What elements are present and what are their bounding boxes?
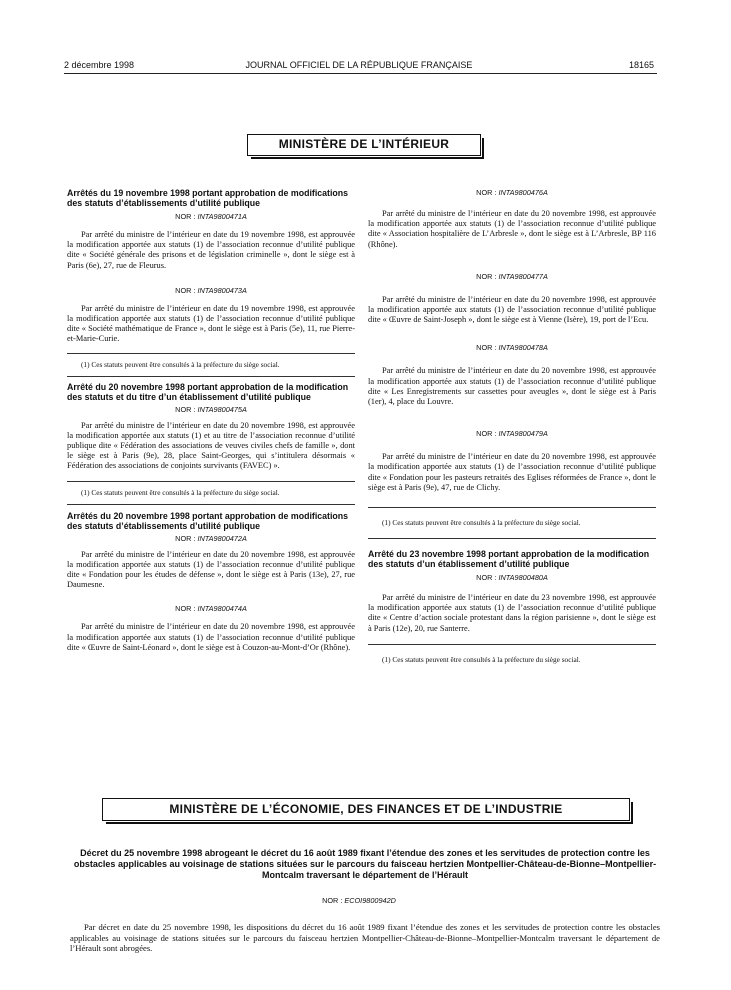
nor-reference [67, 212, 355, 222]
footnote: (1) Ces statuts peuvent être consultés à la préfecture du siège social. [81, 359, 280, 369]
block-title: Arrêté du 20 novembre 1998 portant approbation de la modification des statuts et du titre d’un établissement d’utilité publique [67, 381, 349, 402]
header-page-number: 18165 [628, 60, 654, 70]
nor-reference [368, 573, 656, 583]
nor-reference [64, 896, 654, 906]
nor-code: INTA9800476A [498, 188, 548, 197]
nor-reference [67, 534, 355, 544]
nor-label: NOR : [322, 896, 345, 905]
separator-rule [368, 538, 656, 539]
nor-label: NOR : [476, 429, 499, 439]
nor-code: INTA9800472A [197, 533, 247, 543]
decree-paragraph: Par arrêté du ministre de l’intérieur en date du 20 novembre 1998, est approuvée la modification apportée aux statuts (1) de l’association reconnue d’utilité publique dite « Association hospitalière de L’Arbresle », dont le siège est à L’Arbresle, BP 116 (Rhône). [368, 209, 656, 249]
decree-paragraph: Par arrêté du ministre de l’intérieur en date du 20 novembre 1998, est approuvée la modification apportée aux statuts (1) de l’association reconnue d’utilité publique dite « Œuvre de Saint-Léonard », dont le siège est à Couzon-au-Mont-d’Or (Rhône). [67, 622, 355, 652]
nor-label: NOR : [175, 404, 198, 414]
separator-rule [368, 507, 656, 508]
nor-label: NOR : [476, 573, 499, 583]
nor-label: NOR : [175, 212, 198, 221]
separator-rule [67, 481, 355, 482]
separator-rule [67, 376, 355, 377]
decree-paragraph: Par arrêté du ministre de l’intérieur en date du 20 novembre 1998, est approuvée la modification apportée aux statuts (1) de l’association reconnue d’utilité publique dite « Les Enregistrements sur cassettes pour aveugles », dont le siège est à Paris (1er), 4, place du Louvre. [368, 366, 656, 407]
section-title-economie: MINISTÈRE DE L’ÉCONOMIE, DES FINANCES ET DE L’INDUSTRIE [102, 798, 630, 821]
nor-reference [67, 604, 355, 614]
right-column [368, 188, 656, 665]
decree-paragraph: Par arrêté du ministre de l’intérieur en date du 23 novembre 1998, est approuvée la modification apportée aux statuts (1) de l’association reconnue d’utilité publique dite « Centre d’action sociale protestant dans la région parisienne », dont le siège est à Paris (12e), 20, rue Santerre. [368, 593, 656, 633]
nor-code: INTA9800474A [197, 604, 247, 614]
header-date: 2 décembre 1998 [64, 60, 135, 70]
nor-label: NOR : [175, 604, 198, 614]
footnote: (1) Ces statuts peuvent être consultés à la préfecture du siège social. [382, 518, 581, 528]
nor-code: INTA9800477A [498, 271, 548, 281]
header-journal-title: JOURNAL OFFICIEL DE LA RÉPUBLIQUE FRANÇAISE [245, 60, 473, 70]
decree-paragraph: Par arrêté du ministre de l’intérieur en date du 20 novembre 1998, est approuvée la modification apportée aux statuts (1) de l’association reconnue d’utilité publique dite « Œuvre de Saint-Joseph », dont le siège est à Vienne (Isère), 19, port de l’Ecu. [368, 294, 656, 325]
nor-label: NOR : [175, 285, 198, 295]
nor-reference [67, 286, 355, 296]
nor-reference [368, 272, 656, 282]
nor-code: INTA9800475A [197, 404, 247, 414]
nor-code: INTA9800471A [197, 212, 247, 221]
decree-paragraph: Par arrêté du ministre de l’intérieur en date du 19 novembre 1998, est approuvée la modification apportée aux statuts (1) de l’association reconnue d’utilité publique dite « Société mathématique de France », dont le siège est à Paris (5e), 11, rue Pierre-et-Marie-Curie. [67, 303, 355, 344]
nor-reference [368, 429, 656, 439]
decree-title: Décret du 25 novembre 1998 abrogeant le décret du 16 août 1989 fixant l’étendue des zones et les servitudes de protection contre les obstacles applicables au voisinage de stations situées sur le parcours du faisceau hertzien Montpellier-Château-de-Bionne–Montpellier-Montcalm traversant le département de l’Hérault [73, 848, 657, 880]
running-header [64, 60, 654, 74]
decree-paragraph: Par décret en date du 25 novembre 1998, les dispositions du décret du 16 août 1989 fixant l’étendue des zones et les servitudes de protection contre les obstacles applicables au voisinage de stations situées sur le parcours du faisceau hertzien Montpellier-Château-de-Bionne–Montpellier-Montcalm traversant le département de l’Hérault sont abrogées. [70, 922, 660, 953]
nor-code: ECOI9800942D [344, 896, 396, 905]
section-title-interieur: MINISTÈRE DE L’INTÉRIEUR [247, 134, 481, 156]
nor-code: INTA9800479A [498, 429, 548, 439]
nor-reference [368, 343, 656, 353]
separator-rule [368, 644, 656, 645]
decree-paragraph: Par arrêté du ministre de l’intérieur en date du 20 novembre 1998, est approuvée la modification apportée aux statuts (1) et au titre de l’association reconnue d’utilité publique dite « Fédération des associations de veuves civiles chefs de famille », dont le siège est à Paris (9e), 28, place Saint-Georges, qui s’intitulera désormais « Fédération des associations de conjoints survivants (FAVEC) ». [67, 420, 355, 471]
nor-code: INTA9800473A [197, 285, 247, 295]
separator-rule [67, 353, 355, 354]
decree-paragraph: Par arrêté du ministre de l’intérieur en date du 19 novembre 1998, est approuvée la modification apportée aux statuts (1) de l’association reconnue d’utilité publique dite « Société générale des prisons et de législation criminelle », dont le siège est à Paris (6e), 27, rue de Fleurus. [67, 230, 355, 270]
separator-rule [67, 504, 355, 505]
nor-label: NOR : [476, 343, 499, 353]
block-title: Arrêtés du 19 novembre 1998 portant approbation de modifications des statuts d’établissements d’utilité publique [67, 188, 349, 208]
block-title: Arrêté du 23 novembre 1998 portant approbation de la modification des statuts d’un établissement d’utilité publique [368, 549, 650, 570]
nor-reference [368, 188, 656, 198]
nor-label: NOR : [175, 533, 198, 543]
left-column [67, 188, 355, 653]
footnote: (1) Ces statuts peuvent être consultés à la préfecture du siège social. [81, 487, 280, 497]
footnote: (1) Ces statuts peuvent être consultés à la préfecture du siège social. [382, 654, 581, 664]
nor-label: NOR : [476, 188, 499, 197]
nor-label: NOR : [476, 271, 499, 281]
header-rule [64, 73, 657, 74]
nor-reference [67, 405, 355, 415]
decree-paragraph: Par arrêté du ministre de l’intérieur en date du 20 novembre 1998, est approuvée la modification apportée aux statuts (1) de l’association reconnue d’utilité publique dite « Fondation pour les études de défense », dont le siège est à Paris (13e), 27, rue Daumesne. [67, 549, 355, 590]
decree-paragraph: Par arrêté du ministre de l’intérieur en date du 20 novembre 1998, est approuvée la modification apportée aux statuts (1) de l’association reconnue d’utilité publique dite « Fondation pour les pasteurs retraités des Eglises réformées de France », dont le siège est à Paris (9e), 47, rue de Clichy. [368, 452, 656, 492]
block-title: Arrêtés du 20 novembre 1998 portant approbation de modifications des statuts d’établissements d’utilité publique [67, 510, 349, 531]
nor-code: INTA9800480A [498, 573, 548, 583]
nor-code: INTA9800478A [498, 343, 548, 353]
